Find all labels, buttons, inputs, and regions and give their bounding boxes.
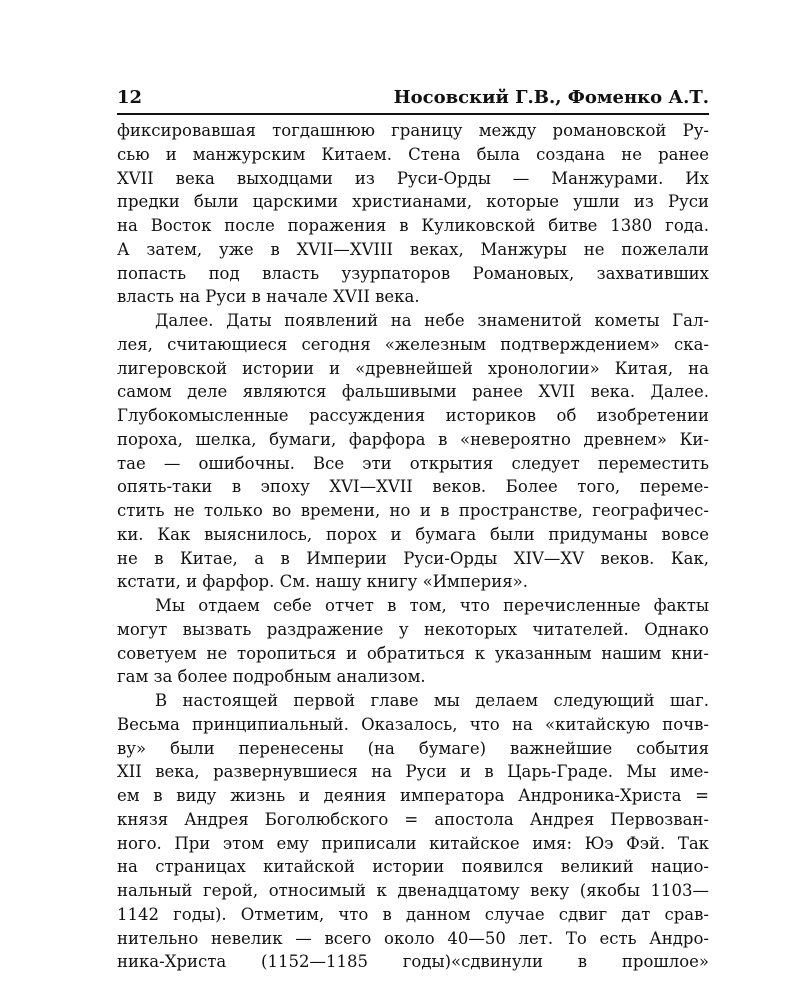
text-line: Весьма принципиальный. Оказалось, что на «китайскую почв- [117, 714, 709, 734]
text-line: нальный герой, относимый к двенадцатому веку (якобы 1103— [117, 881, 709, 900]
text-line: А затем, уже в XVII—XVIII веках, Манжуры не пожелали [117, 239, 709, 259]
text-line: кстати, и фарфор. См. нашу книгу «Империя». [117, 572, 528, 592]
text-line: на Восток после поражения в Куликовской битве 1380 года. [117, 216, 709, 235]
text-line: ного. При этом ему приписали китайское имя: Юэ Фэй. Так [117, 833, 709, 853]
body-text [117, 119, 709, 974]
running-header [117, 83, 709, 109]
text-line: гам за более подробным анализом. [117, 667, 426, 687]
text-line: Мы отдаем себе отчет в том, что перечисленные факты [155, 596, 709, 615]
text-line: В настоящей первой главе мы делаем следующий шаг. [155, 691, 709, 710]
text-line: ки. Как выяснилось, порох и бумага были придуманы вовсе [117, 524, 709, 544]
text-line: фиксировавшая тогдашнюю границу между романовской Ру- [117, 121, 709, 140]
text-line: попасть под власть узурпаторов Романовых, захвативших [117, 263, 709, 283]
text-line: стить не только во времени, но и в пространстве, географичес- [117, 501, 709, 520]
text-line: Далее. Даты появлений на небе знаменитой кометы Гал- [155, 311, 709, 330]
text-line: XII века, развернувшиеся на Руси и в Царь-Граде. Мы име- [117, 762, 709, 782]
text-line: советуем не торопиться и обратиться к указанным нашим кни- [117, 643, 709, 663]
text-line: власть на Руси в начале XVII века. [117, 287, 420, 307]
text-line: лигеровской истории и «древнейшей хронологии» Китая, на [117, 358, 709, 378]
text-line: ника-Христа (1152—1185 годы)«сдвинули в прошлое» [117, 952, 709, 972]
text-line: на страницах китайской истории появился великий нацио- [117, 857, 709, 877]
text-line: опять-таки в эпоху XVI—XVII веков. Более того, переме- [117, 477, 709, 497]
text-line: 1142 годы). Отметим, что в данном случае сдвиг дат срав- [117, 904, 709, 924]
text-line: не в Китае, а в Империи Руси-Орды XIV—XV веков. Как, [117, 548, 709, 568]
text-line: сью и манжурским Китаем. Стена была создана не ранее [117, 144, 709, 164]
text-line: Глубокомысленные рассуждения историков об изобретении [117, 406, 709, 425]
text-line: XVII века выходцами из Руси-Орды — Манжурами. Их [117, 168, 709, 188]
author-names: Носовский Г.В., Фоменко А.Т. [393, 87, 709, 108]
text-line: пороха, шелка, бумаги, фарфора в «невероятно древнем» Ки- [117, 429, 709, 449]
text-line: князя Андрея Боголюбского = апостола Андрея Первозван- [117, 809, 709, 829]
text-line: могут вызвать раздражение у некоторых читателей. Однако [117, 619, 709, 639]
header-rule [117, 113, 709, 115]
text-line: ем в виду жизнь и деяния императора Андроника-Христа = [117, 786, 709, 805]
text-line: нительно невелик — всего около 40—50 лет. То есть Андро- [117, 928, 709, 948]
text-line: лея, считающиеся сегодня «железным подтверждением» ска- [117, 334, 709, 354]
text-line: тае — ошибочны. Все эти открытия следует переместить [117, 453, 709, 473]
text-line: предки были царскими христианами, которые ушли из Руси [117, 192, 709, 212]
page-number: 12 [117, 87, 143, 108]
text-line: ву» были перенесены (на бумаге) важнейшие события [117, 738, 709, 758]
text-line: самом деле являются фальшивыми ранее XVII века. Далее. [117, 382, 709, 402]
